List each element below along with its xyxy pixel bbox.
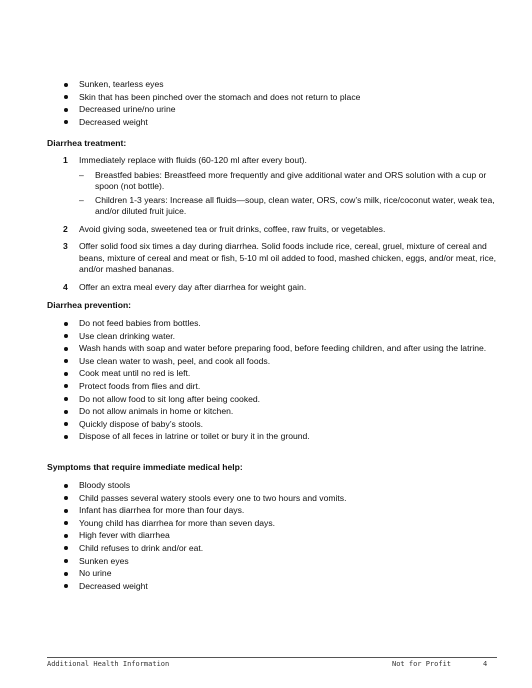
list-item: Do not allow animals in home or kitchen. — [47, 405, 497, 418]
treatment-item — [47, 282, 497, 294]
item-text: Avoid giving soda, sweetened tea or fruit drinks, coffee, raw fruits, or vegetables. — [79, 223, 386, 234]
list-item: Use clean drinking water. — [47, 330, 497, 343]
list-item: No urine — [47, 567, 497, 580]
treatment-item — [47, 155, 497, 218]
item-number: 2 — [63, 223, 68, 234]
list-item: Sunken eyes — [47, 555, 497, 568]
item-number: 4 — [63, 281, 68, 292]
page-number: 4 — [483, 660, 488, 668]
list-item: Decreased urine/no urine — [47, 103, 497, 116]
list-item: Decreased weight — [47, 580, 497, 593]
symptoms-list — [47, 479, 497, 592]
list-item: High fever with diarrhea — [47, 529, 497, 542]
list-item: Dispose of all feces in latrine or toilet or bury it in the ground. — [47, 430, 497, 443]
list-item: Infant has diarrhea for more than four days. — [47, 504, 497, 517]
item-text: Offer solid food six times a day during diarrhea. Solid foods include rice, cereal, gruel, mixture of cereal and beans, mixture of cereal and meat or fish, 5-10 ml oil added to food, mashed chicken, eggs, and/or meat, rice, and/or mashed bananas. — [79, 241, 497, 274]
list-item: Cook meat until no red is left. — [47, 367, 497, 380]
list-item: Bloody stools — [47, 479, 497, 492]
treatment-heading: Diarrhea treatment: — [47, 138, 127, 148]
list-item: Protect foods from flies and dirt. — [47, 380, 497, 393]
list-item: Young child has diarrhea for more than seven days. — [47, 517, 497, 530]
treatment-subitems — [79, 170, 497, 218]
prevention-list — [47, 317, 497, 443]
footer-divider — [47, 657, 497, 658]
sub-item: – Breastfed babies: Breastfeed more frequently and give additional water and ORS solution with a cup or spoon (not bottle). — [79, 170, 497, 193]
list-item: Sunken, tearless eyes — [47, 78, 497, 91]
list-item: Use clean water to wash, peel, and cook all foods. — [47, 355, 497, 368]
item-text: Immediately replace with fluids (60-120 ml after every bout). — [79, 155, 307, 165]
item-number: 1 — [63, 155, 68, 165]
treatment-item — [47, 224, 497, 236]
sub-item: – Children 1-3 years: Increase all fluids—soup, clean water, ORS, cow’s milk, rice/coconut water, weak tea, and/or diluted fruit juice. — [79, 195, 497, 218]
list-item: Do not feed babies from bottles. — [47, 317, 497, 330]
prevention-heading: Diarrhea prevention: — [47, 300, 132, 310]
list-item: Wash hands with soap and water before preparing food, before feeding children, and after using the latrine. — [47, 342, 497, 355]
treatment-item — [47, 241, 497, 276]
dehydration-signs-list — [47, 78, 497, 128]
treatment-list — [47, 155, 497, 299]
list-item: Child passes several watery stools every one to two hours and vomits. — [47, 492, 497, 505]
list-item: Do not allow food to sit long after being cooked. — [47, 393, 497, 406]
footer-left-text: Additional Health Information — [47, 660, 170, 668]
list-item: Child refuses to drink and/or eat. — [47, 542, 497, 555]
footer-center-text: Not for Profit — [392, 660, 452, 668]
list-item: Quickly dispose of baby’s stools. — [47, 418, 497, 431]
list-item: Decreased weight — [47, 116, 497, 129]
item-text: Offer an extra meal every day after diarrhea for weight gain. — [79, 281, 307, 292]
item-number: 3 — [63, 241, 68, 251]
list-item: Skin that has been pinched over the stomach and does not return to place — [47, 91, 497, 104]
symptoms-heading: Symptoms that require immediate medical help: — [47, 462, 243, 472]
